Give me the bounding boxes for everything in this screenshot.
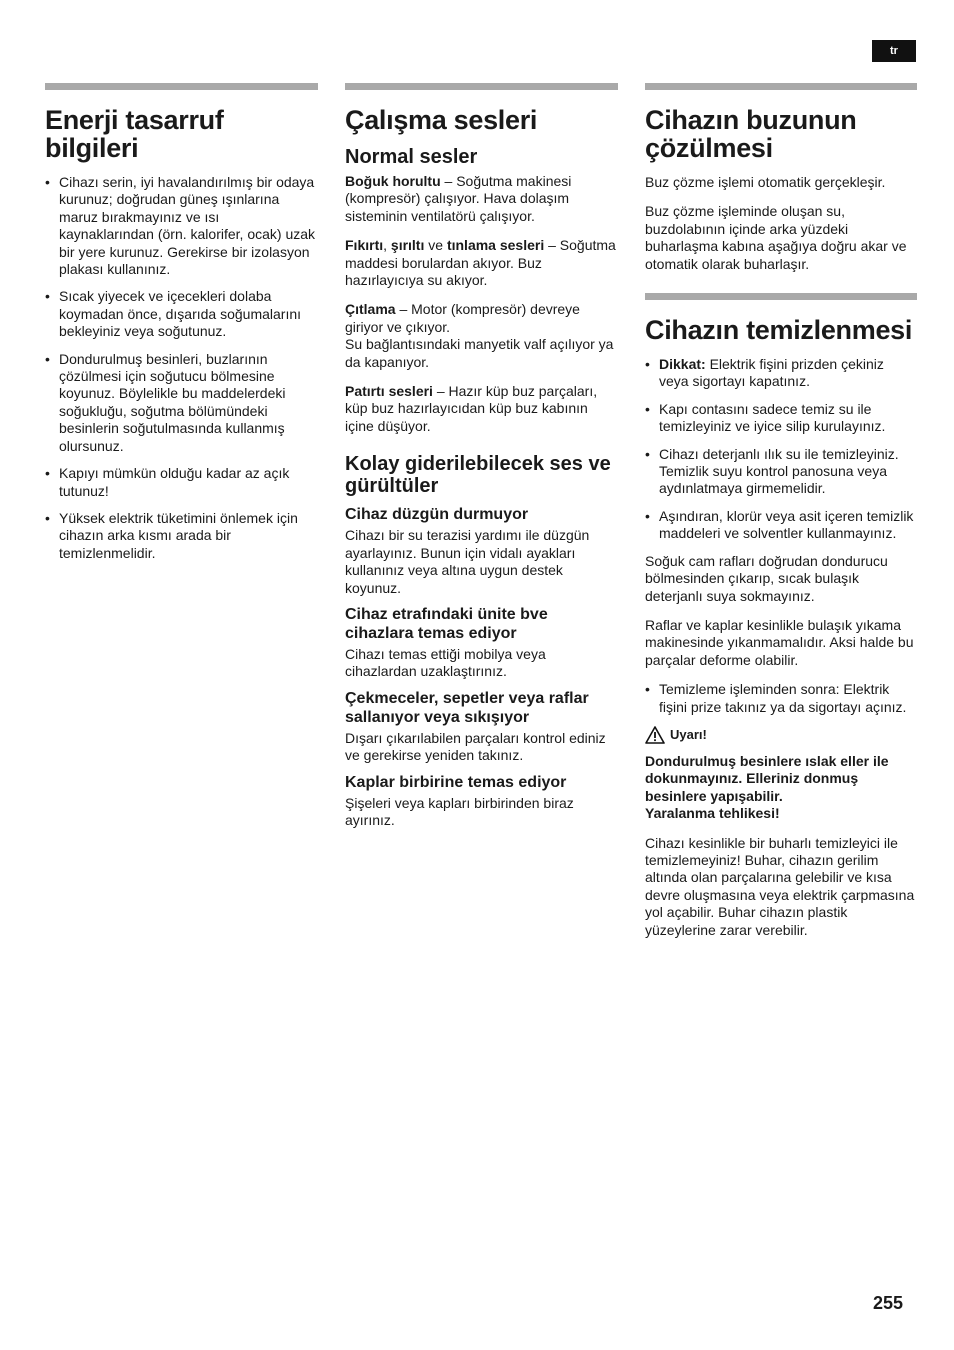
defrost-title: Cihazın buzunun çözülmesi [645,105,857,163]
energy-saving-title: Enerji tasarruf bilgileri [45,105,224,163]
section-rule [45,83,318,90]
column-energy-saving [45,83,318,572]
list-item: • Dikkat: Elektrik fişini prizden çekiniz veya sigortayı kapatınız. [645,356,917,391]
list-item: • Cihazı serin, iyi havalandırılmış bir odaya kurunuz; doğrudan güneş ışınlarına maruz bırakmayınız ve ısı kaynaklarından (örn. kalorifer, ocak) uzak bir yere kurunuz. Gerekirse bir izolasyon plakası kullanınız. [45,174,318,278]
subheading: Cihaz düzgün durmuyor [345,506,529,524]
paragraph: Cihazı bir su terazisi yardımı ile düzgün ayarlayınız. Bunun için vidalı ayakları kullanınız veya altına uygun destek koyunuz. [345,527,590,596]
subheading: Kaplar birbirine temas ediyor [345,773,567,791]
cleaning-title: Cihazın temizlenmesi [645,315,913,346]
language-tag: tr [872,40,916,62]
term: Dikkat: [659,356,706,373]
list-item: • Yüksek elektrik tüketimini önlemek için cihazın arka kısmı arada bir temizlenmelidir. [45,510,318,562]
paragraph: Cihazı kesinlikle bir buharlı temizleyici ile temizlemeyiniz! Buhar, cihazın gerilim altında olan parçalarına gelebilir ve kısa devre oluşmasına veya elektrik çarpmasına yol açabilir. Buhar cihazın plastik yüzeylerine zarar verebilir. [645,834,915,938]
term: Çıtlama [345,301,396,318]
normal-noise-paragraph: Boğuk horultu – Soğutma makinesi (kompresör) çalışıyor. Hava dolaşım sisteminin ventilatörü çalışıyor. [345,173,572,224]
list-item: • Temizleme işleminden sonra: Elektrik fişini prize takınız ya da sigortayı açınız. [645,681,917,716]
subheading: Çekmeceler, sepetler veya raflar sallanıyor veya sıkışıyor [345,689,589,726]
list-item: • Cihazı deterjanlı ılık su ile temizleyiniz. Temizlik suyu kontrol panosuna veya aydınlatmaya girmemelidir. [645,446,917,498]
warning-triangle-icon [645,726,665,744]
list-item: • Sıcak yiyecek ve içecekleri dolaba koymadan önce, dışarıda soğumalarını bekleyiniz veya soğutunuz. [45,288,318,340]
normal-noise-paragraph: Çıtlama – Motor (kompresör) devreye giriyor ve çıkıyor. Su bağlantısındaki manyetik valf açılıyor ya da kapanıyor. [345,301,614,370]
energy-saving-list [45,174,318,562]
paragraph: Raflar ve kaplar kesinlikle bulaşık yıkama makinesinde yıkanmamalıdır. Aksi halde bu parçalar deforme olabilir. [645,616,914,668]
section-rule [645,293,917,300]
term: şırıltı [390,237,425,254]
list-item: • Dondurulmuş besinleri, buzlarının çözülmesi için soğutucu bölmesine koyunuz. Böylelikle bu maddelerdeki soğukluğu, soğutma bölümündeki besinlerin soğutulmasında kullanmış olursunuz. [45,351,318,455]
paragraph: Dışarı çıkarılabilen parçaları kontrol ediniz ve gerekirse yeniden takınız. [345,729,606,764]
operating-noises-title: Çalışma sesleri [345,105,538,135]
cleaning-list [645,356,917,543]
cleaning-list-after [645,681,917,716]
term: tınlama sesleri [446,237,545,254]
normal-noise-paragraph: Patırtı sesleri – Hazır küp buz parçaları, küp buz hazırlayıcıdan küp buz kabının içine düşüyor. [345,383,598,434]
term: Boğuk horultu [345,173,441,189]
section-rule [645,83,917,90]
term: Patırtı sesleri [345,383,433,400]
paragraph: Cihazı temas ettiği mobilya veya cihazlardan uzaklaştırınız. [345,645,546,680]
page-number: 255 [873,1293,904,1313]
warning-header [645,726,917,744]
normal-noise-paragraph: Fıkırtı, şırıltı ve tınlama sesleri – Soğutma maddesi borulardan akıyor. Buz hazırlayıcıya su akıyor. [345,237,616,289]
paragraph: Şişeleri veya kapları birbirinden biraz ayırınız. [345,794,574,828]
list-item: • Kapıyı mümkün olduğu kadar az açık tutunuz! [45,465,318,500]
fixable-noises-heading: Kolay giderilebilecek ses ve gürültüler [345,453,611,498]
paragraph: Buz çözme işleminde oluşan su, buzdolabının içinde arka yüzdeki buharlaşma kabına aşağıya doğru akar ve otomatik olarak buharlaşır. [645,203,907,272]
subheading: Cihaz etrafındaki ünite bve cihazlara temas ediyor [345,605,548,642]
warning-text: Dondurulmuş besinlere ıslak eller ile dokunmayınız. Elleriniz donmuş besinlere yapışabilir. Yaralanma tehlikesi! [645,752,889,822]
section-rule [345,83,618,90]
warning-label: Uyarı! [670,727,707,743]
column-defrost-cleaning [645,83,917,951]
column-operating-noises [345,83,618,837]
list-item: • Aşındıran, klorür veya asit içeren temizlik maddeleri ve solventler kullanmayınız. [645,508,917,543]
paragraph: Buz çözme işlemi otomatik gerçekleşir. [645,174,886,190]
term: Fıkırtı [345,237,384,254]
paragraph: Soğuk cam rafları doğrudan dondurucu bölmesinden çıkarıp, sıcak bulaşık deterjanlı suya sokmayınız. [645,552,888,604]
list-item: • Kapı contasını sadece temiz su ile temizleyiniz ve iyice silip kurulayınız. [645,401,917,436]
normal-noises-heading: Normal sesler [345,146,478,168]
